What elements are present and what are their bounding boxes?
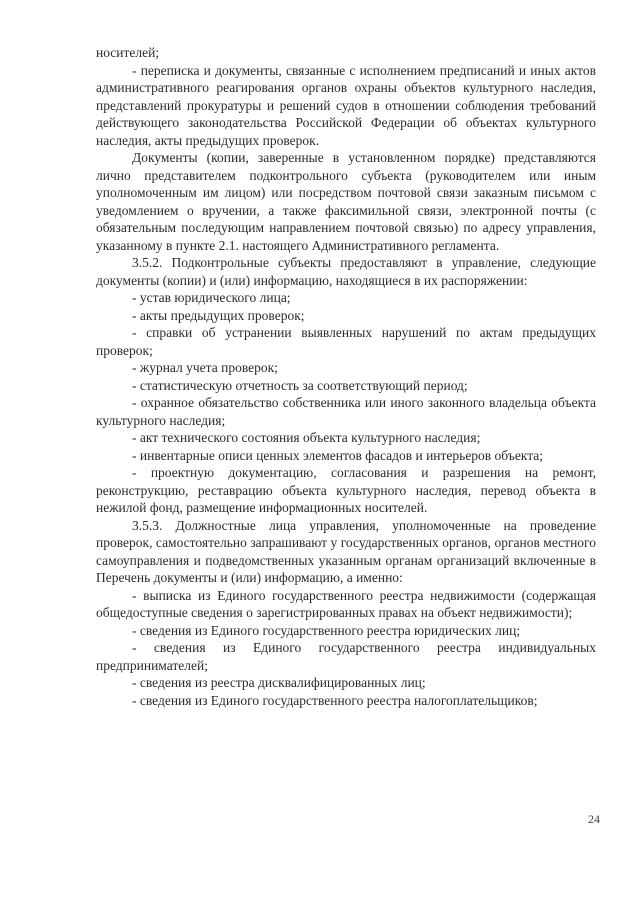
paragraph: - переписка и документы, связанные с исполнением предписаний и иных актов административного реагирования органов охраны объектов культурного наследия, представлений прокуратуры и решений судов в отношении соблюдения требований действующего законодательства Российской Федерации об объектах культурного наследия, акты предыдущих проверок.: [96, 62, 596, 148]
paragraph: - сведения из Единого государственного реестра индивидуальных предпринимателей;: [96, 640, 596, 673]
paragraph: - акты предыдущих проверок;: [132, 307, 305, 323]
paragraph: 3.5.3. Должностные лица управления, уполномоченные на проведение проверок, самостоятельно запрашивают у государственных органов, органов местного самоуправления и подведомственных указанным органам организаций включенные в Перечень документы и (или) информацию, а именно:: [96, 517, 596, 585]
paragraph: - сведения из реестра дисквалифицированных лиц;: [132, 675, 426, 690]
paragraph: Документы (копии, заверенные в установленном порядке) представляются лично представителем подконтрольного субъекта (руководителем или иным уполномоченным им лицом) или посредством почтовой связи заказным письмом с уведомлением о вручении, а также факсимильной связи, электронной почты (с обязательным последующим направлением почтовой связью) по адресу управления, указанному в пункте 2.1. настоящего Административного регламента.: [96, 150, 596, 253]
paragraph: - охранное обязательство собственника или иного законного владельца объекта культурного наследия;: [96, 395, 596, 428]
paragraph: - устав юридического лица;: [132, 290, 291, 305]
page-number: 24: [588, 812, 600, 826]
paragraph: - акт технического состояния объекта культурного наследия;: [132, 430, 481, 445]
paragraph: - выписка из Единого государственного реестра недвижимости (содержащая общедоступные сведения о зарегистрированных правах на объект недвижимости);: [96, 587, 596, 620]
paragraph: - сведения из Единого государственного реестра налогоплательщиков;: [132, 692, 538, 708]
paragraph: 3.5.2. Подконтрольные субъекты предоставляют в управление, следующие документы (копии) и (или) информацию, находящиеся в их распоряжении:: [96, 255, 596, 288]
paragraph: носителей;: [96, 45, 160, 60]
paragraph: - журнал учета проверок;: [132, 360, 278, 375]
document-body: [96, 44, 596, 709]
paragraph: - проектную документацию, согласования и разрешения на ремонт, реконструкцию, реставрацию объекта культурного наследия, перевод объекта в нежилой фонд, размещение информационных носителей.: [96, 465, 596, 515]
paragraph: - справки об устранении выявленных нарушений по актам предыдущих проверок;: [96, 325, 596, 358]
paragraph: - статистическую отчетность за соответствующий период;: [132, 377, 468, 393]
paragraph: - инвентарные описи ценных элементов фасадов и интерьеров объекта;: [132, 447, 543, 463]
paragraph: - сведения из Единого государственного реестра юридических лиц;: [132, 622, 521, 638]
